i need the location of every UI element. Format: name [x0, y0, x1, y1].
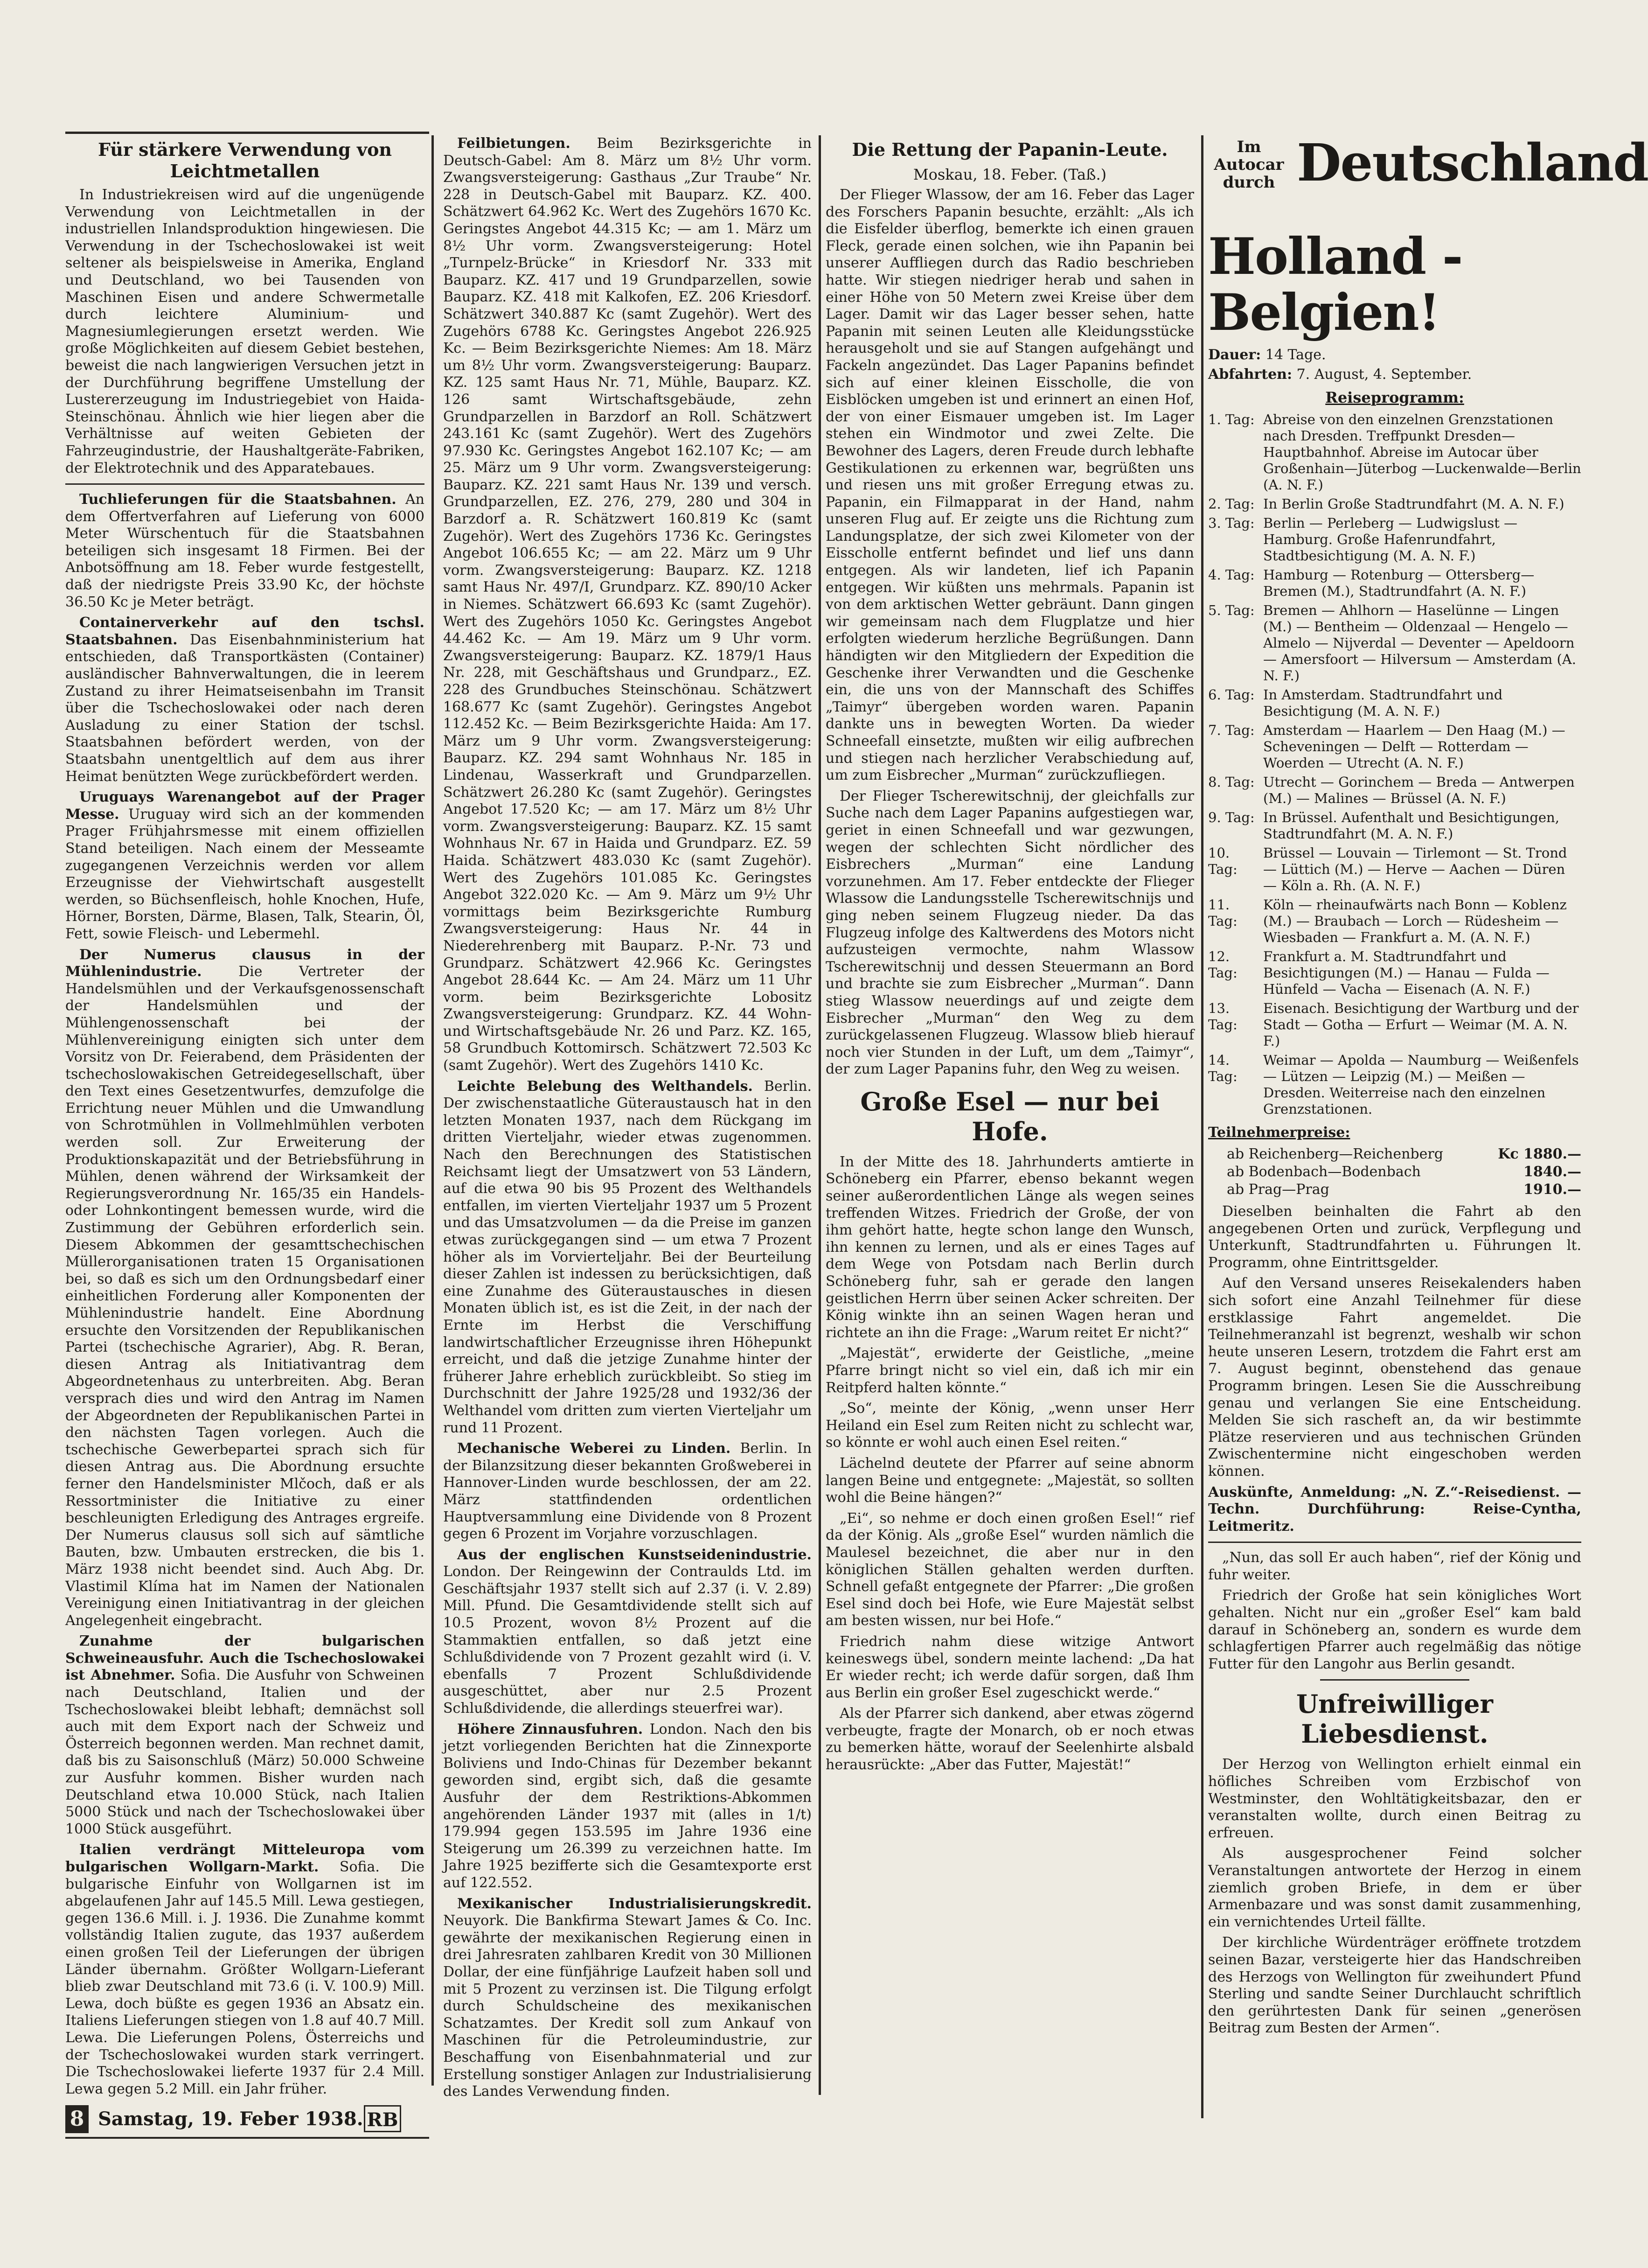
ad-departures [1208, 366, 1581, 384]
article-text [65, 614, 424, 785]
article-body: An dem Offertverfahren auf Lieferung von 6000 Meter Würschentuch für die Staatsbahnen beteiligen sich insgesamt 18 Firmen. Bei der Anbotsöffnung am 18. Feber wurde festgestellt, daß der niedrigste Preis 33.90 Kc, der höchste 36.50 Kc je Meter beträgt. [65, 491, 424, 610]
article-text [65, 789, 424, 942]
itinerary-day [1208, 602, 1581, 684]
article-text [65, 1842, 424, 2098]
itinerary-day-number: 14. Tag: [1208, 1052, 1238, 1084]
ad-duration-label: Dauer: [1208, 347, 1261, 363]
price-row [1208, 1145, 1581, 1163]
itinerary-day [1208, 515, 1581, 564]
article-text: „Ei“, so nehme er doch einen großen Esel!“ rief da der König. Als „große Esel“ wurden nämlich die Maulesel bezeichnet, die aber nur in den königlichen Ställen gehalten werden durften. Schnell gefaßt entgegnete der Pfarrer: „Die großen Esel sind doch bei Hofe, wie Eure Majestät selbst am besten wissen, nur bei Hofe.“ [826, 1510, 1194, 1629]
ad-program-heading: Reiseprogramm: [1325, 389, 1464, 406]
article-body: Das Eisenbahnministerium hat entschieden, daß Transportkästen (Container) ausländischer Bahnverwaltungen, die in leerem Zustand zu ihrer Heimatseisenbahn im Transit über die Tschechoslowakei oder nach deren Ausladung zu einer Station der tschsl. Staatsbahnen befördert werden, von der Staatsbahn unentgeltlich auf dem aus ihrer Heimat benützten Wege zurückbefördert werden. [65, 631, 424, 785]
ad-title-line-2: Holland - Belgien! [1208, 227, 1462, 342]
article-heading: Unfreiwilliger Liebesdienst. [1296, 1689, 1493, 1749]
article-body: Die Vertreter der Handelsmühlen und der Verkaufsgenossenschaft der Handelsmühlen und der Mühlengenossenschaft bei der Mühlenvereinigung einigten sich unter dem Vorsitz von Dr. Feierabend, dem Präsidenten der tschechoslowakischen Getreidegesellschaft, über den Text eines Gesetzentwurfes, demzufolge die Errichtung neuer Mühlen und die Umwandlung von Schrotmühlen in Vollmehlmühlen verboten werden soll. Zur Erweiterung der Produktionskapazität und der Betriebsführung in Mühlen, denen während der Wirksamkeit der Regierungsverordnung Nr. 165/35 ein Handels- oder Lohnkontingent bemessen wurde, wird die Zustimmung der Gebühren erforderlich sein. Diesem Abkommen der gesamttschechischen Müllerorganisationen traten 15 Organisationen bei, so daß es sich um den Ordnungsbedarf einer einheitlichen Forderung aller Komponenten der Mühlenindustrie handelt. Eine Abordnung ersuchte den Vorsitzenden der Republikanischen Partei (tschechische Agrarier), Abg. R. Beran, diesen Antrag als Initiativantrag dem Abgeordnetenhaus zu unterbreiten. Abg. Beran versprach dies und wird den Antrag im Namen der Abgeordneten der Republikanischen Partei in den nächsten Tagen vorlegen. Auch die tschechische Gewerbepartei sprach sich für diesen Antrag aus. Die Abordnung ersuchte ferner den Handelsminister Mlčoch, daß er als Ressortminister die Initiative zu einer beschleunigten Erledigung des Antrages ergreife. Der Numerus clausus soll sich auf sämtliche Bauten, bzw. Umbauten erstrecken, die bis 1. März 1938 nicht beendet sind. Auch Abg. Dr. Vlastimil Klíma hat im Namen der Nationalen Vereinigung einen Initiativantrag in der gleichen Angelegenheit eingebracht. [65, 963, 424, 1629]
itinerary-day-text: In Brüssel. Aufenthalt und Besichtigungen, Stadtrundfahrt (M. A. N. F.) [1263, 810, 1559, 842]
article-body: Berlin. In der Bilanzsitzung dieser bekannten Großweberei in Hannover-Linden wurde beschlossen, der am 22. März stattfindenden ordentlichen Hauptversammlung eine Dividende von 8 Prozent gegen 6 Prozent im Vorjahre vorzuschlagen. [443, 1440, 812, 1542]
itinerary-day-number: 6. Tag: [1208, 687, 1255, 703]
itinerary-day-text: In Amsterdam. Stadtrundfahrt und Besichtigung (M. A. N. F.) [1263, 687, 1503, 719]
itinerary-day-text: Köln — rheinaufwärts nach Bonn — Koblenz (M.) — Braubach — Lorch — Rüdesheim — Wiesbaden — Frankfurt a. M. (A. N. F.) [1263, 897, 1567, 945]
column-3 [826, 135, 1194, 2114]
price-value: Kc 1880.— [1498, 1146, 1581, 1162]
itinerary-day-text: Eisenach. Besichtigung der Wartburg und der Stadt — Gotha — Erfurt — Weimar (M. A. N. F.) [1263, 1000, 1579, 1049]
itinerary-day-number: 4. Tag: [1208, 567, 1255, 583]
article-text [443, 1078, 812, 1437]
itinerary-day-text: Amsterdam — Haarlem — Den Haag (M.) — Scheveningen — Delft — Rotterdam — Woerden — Utrecht (A. N. F.) [1263, 722, 1565, 771]
ad-departures-value: 7. August, 4. September. [1296, 366, 1472, 383]
itinerary-day-number: 12. Tag: [1208, 949, 1238, 981]
itinerary-day-text: Brüssel — Louvain — Tirlemont — St. Trond — Lüttich (M.) — Herve — Aachen — Düren — Köln a. Rh. (A. N. F.) [1263, 845, 1567, 893]
itinerary-day-number: 3. Tag: [1208, 515, 1255, 531]
ad-title-line-1: Deutschland [1297, 133, 1648, 193]
itinerary-day [1208, 1052, 1581, 1117]
itinerary-day-number: 2. Tag: [1208, 496, 1255, 512]
article-body: Neuyork. Die Bankfirma Stewart James & Co. Inc. gewährte der mexikanischen Regierung einen in drei Jahresraten zahlbaren Kredit von 30 Millionen Dollar, der eine fünfjährige Laufzeit haben soll und mit 5 Prozent zu verzinsen ist. Die Tilgung erfolgt durch Schuldscheine des mexikanischen Schatzamtes. Der Kredit soll zum Ankauf von Maschinen für die Petroleumindustrie, zur Beschaffung von Eisenbahnmaterial und zur Erstellung sonstiger Anlagen zur Industrialisierung des Landes Verwendung finden. [443, 1912, 812, 2100]
itinerary-day-text: Weimar — Apolda — Naumburg — Weißenfels — Lützen — Leipzig (M.) — Meißen — Dresden. Weiterreise nach den einzelnen Grenzstationen. [1263, 1052, 1579, 1117]
travel-ad-header [1208, 133, 1648, 229]
itinerary-day [1208, 722, 1581, 771]
article-text [65, 491, 424, 611]
itinerary-day-text: Berlin — Perleberg — Ludwigslust — Hamburg. Große Hafenrundfahrt, Stadtbesichtigung (M. A. N. F.) [1263, 515, 1518, 564]
page-footer [65, 2105, 431, 2133]
column-divider [1201, 135, 1203, 2118]
article-text: In Industriekreisen wird auf die ungenügende Verwendung von Leichtmetallen in der industriellen Inlandsproduktion hingewiesen. Die Verwendung in der Tschechoslowakei ist weit seltener als beispielsweise in Amerika, England und Deutschland, wo bei Tausenden von Maschinen Eisen und andere Schwermetalle durch leichtere Aluminium- und Magnesiumlegierungen ersetzt werden. Wie große Möglichkeiten auf diesem Gebiet bestehen, beweist die nach langwierigen Versuchen jetzt in der Durchführung begriffene Umstellung der Lustererzeugung im Industriegebiet von Haida-Steinschönau. Ähnlich wie hier liegen aber die Verhältnisse auf weiten Gebieten der Fahrzeugindustrie, der Haushaltgeräte-Fabriken, der Elektrotechnik und des Apparatebaues. [65, 187, 424, 476]
ad-kicker: Im Autocar durch [1214, 138, 1284, 192]
ad-departures-label: Abfahrten: [1208, 366, 1293, 383]
price-origin: ab Bodenbach—Bodenbach [1227, 1164, 1421, 1180]
article-text: Der kirchliche Würdenträger eröffnete trotzdem seinen Bazar, versteigerte hier das Handschreiben des Herzogs von Wellington für zweihundert Pfund Sterling und sandte Seiner Durchlaucht schriftlich den gerührtesten Dank für seinen „generösen Beitrag zum Besten der Armen“. [1208, 1934, 1581, 2037]
itinerary-day [1208, 845, 1581, 894]
ad-contact: Auskünfte, Anmeldung: „N. Z.“-Reisedienst. — Techn. Durchführung: Reise-Cyntha, Leitmeritz. [1208, 1484, 1581, 1535]
price-row [1208, 1181, 1581, 1199]
itinerary-day [1208, 496, 1581, 512]
ad-duration [1208, 346, 1581, 364]
top-rule [65, 132, 429, 134]
article-body: Uruguay wird sich an der kommenden Prager Frühjahrsmesse mit einem offiziellen Stand beteiligen. Nach einem der Messeamte zugegangenen Verzeichnis werden vor allem Erzeugnisse der Viehwirtschaft ausgestellt werden, so Büchsenfleisch, hohle Knochen, Hufe, Hörner, Borsten, Därme, Blasen, Talk, Stearin, Öl, Fett, sowie Fleisch- und Lebermehl. [65, 806, 424, 942]
article-heading: Mexikanischer Industrialisierungskredit. [457, 1895, 812, 1912]
article-heading: Für stärkere Verwendung von Leichtmetallen [97, 139, 392, 181]
article-heading: Italien verdrängt Mitteleuropa vom bulgarischen Wollgarn-Markt. [65, 1842, 424, 1875]
itinerary-day-number: 9. Tag: [1208, 810, 1255, 825]
itinerary-day [1208, 412, 1581, 493]
itinerary-day-number: 7. Tag: [1208, 722, 1255, 738]
price-origin: ab Prag—Prag [1227, 1181, 1329, 1198]
ad-duration-value: 14 Tage. [1265, 347, 1326, 363]
article-text [443, 1547, 812, 1717]
article-body: London. Der Reingewinn der Contraulds Ltd. im Geschäftsjahr 1937 stellt sich auf 2.37 (i. V. 2.89) Mill. Pfund. Die Gesamtdividende stellt sich auf 10.5 Prozent, wovon 8½ Prozent auf die Stammaktien entfallen, so daß jetzt eine Schlußdividende von 7 Prozent gezahlt wird (i. V. ebenfalls 7 Prozent Schlußdividende ausgeschüttet, aber nur 2.5 Prozent Schlußdividende, die allerdings steuerfrei war). [443, 1563, 812, 1717]
article-heading: Tuchlieferungen für die Staatsbahnen. [79, 491, 396, 508]
article-text: Als ausgesprochener Feind solcher Veranstaltungen antwortete der Herzog in einem ziemlich groben Briefe, in dem er über Armenbazare und was sonst damit zusammenhing, ein vernichtendes Urteil fällte. [1208, 1845, 1581, 1930]
article-text [443, 1440, 812, 1543]
article-heading: Leichte Belebung des Welthandels. [457, 1078, 753, 1095]
itinerary-day-text: Abreise von den einzelnen Grenzstationen nach Dresden. Treffpunkt Dresden—Hauptbahnhof. Abreise im Autocar über Großenhain—Jüterbog —Luckenwalde—Berlin (A. N. F.) [1263, 412, 1581, 493]
article-body: Beim Bezirksgerichte in Deutsch-Gabel: Am 8. März um 8½ Uhr vorm. Zwangsversteigerung: Gasthaus „Zur Traube“ Nr. 228 in Deutsch-Gabel mit Bauparz. KZ. 400. Schätzwert 64.962 Kc. Wert des Zugehörs 1670 Kc. Geringstes Angebot 44.315 Kc; — am 1. März um 8½ Uhr vorm. Zwangsversteigerung: Hotel „Turnpelz-Brücke“ in Kriesdorf Nr. 333 mit Bauparz. KZ. 417 und 19 Grundparzellen, sowie Bauparz. KZ. 418 mit Kalkofen, EZ. 206 Kriesdorf. Schätzwert 340.887 Kc (samt Zugehör). Wert des Zugehörs 6788 Kc. Geringstes Angebot 226.925 Kc. — Beim Bezirksgerichte Niemes: Am 18. März um 8½ Uhr vorm. Zwangsversteigerung: Bauparz. KZ. 125 samt Haus Nr. 71, Mühle, Bauparz. KZ. 126 samt Wirtschaftsgebäude, zehn Grundparzellen in Barzdorf an Roll. Schätzwert 243.161 Kc (samt Zugehör). Wert des Zugehörs 97.930 Kc. Geringstes Angebot 162.107 Kc; — am 25. März um 9 Uhr vorm. Zwangsversteigerung: Bauparz. KZ. 221 samt Haus Nr. 139 und versch. Grundparzellen, EZ. 276, 279, 280 und 304 in Barzdorf a. R. Schätzwert 160.819 Kc (samt Zugehör). Wert des Zugehörs 1736 Kc. Geringstes Angebot 106.655 Kc; — am 22. März um 9 Uhr vorm. Zwangsversteigerung: Bauparz. KZ. 1218 samt Haus Nr. 497/I, Grundparz. KZ. 890/10 Acker in Niemes. Schätzwert 66.693 Kc (samt Zugehör). Wert des Zugehörs 1050 Kc. Geringstes Angebot 44.462 Kc. — Am 19. März um 9 Uhr vorm. Zwangsversteigerung: Bauparz. KZ. 1879/1 Haus Nr. 228, mit Geschäftshaus und Grundparz., EZ. 228 des Grundbuches Steinschönau. Schätzwert 168.677 Kc (samt Zugehör). Geringstes Angebot 112.452 Kc. — Beim Bezirksgerichte Haida: Am 17. März um 9 Uhr vorm. Zwangsversteigerung: Bauparz. KZ. 294 samt Wohnhaus Nr. 185 in Lindenau, Wasserkraft und Grundparzellen. Schätzwert 26.280 Kc (samt Zugehör). Geringstes Angebot 17.520 Kc; — am 17. März um 8½ Uhr vorm. Zwangsversteigerung: Bauparz. KZ. 15 samt Wohnhaus Nr. 67 in Haida und Grundparz. EZ. 59 Haida. Schätzwert 483.030 Kc (samt Zugehör). Wert des Zugehörs 101.085 Kc. Geringstes Angebot 322.020 Kc. — Am 9. März um 9½ Uhr vormittags beim Bezirksgerichte Rumburg Zwangsversteigerung: Haus Nr. 44 in Niederehrenberg mit Bauparz. P.-Nr. 73 und Grundparz. Schätzwert 42.966 Kc. Geringstes Angebot 28.644 Kc. — Am 24. März um 11 Uhr vorm. beim Bezirksgerichte Lobositz Zwangsversteigerung: Grundparz. KZ. 44 Wohn- und Wirtschaftsgebäude Nr. 26 und Parz. KZ. 165, 58 Grundbuch Kottomirsch. Schätzwert 72.503 Kc (samt Zugehör). Wert des Zugehörs 1410 Kc. [443, 135, 812, 1074]
price-row [1208, 1163, 1581, 1181]
itinerary-day-text: Bremen — Ahlhorn — Haselünne — Lingen (M.) — Bentheim — Oldenzaal — Hengelo — Almelo — Nijverdal — Deventer — Apeldoorn — Amersfoort — Hilversum — Amsterdam (A. N. F.) [1263, 602, 1576, 684]
article-heading: Große Esel — nur bei Hofe. [860, 1086, 1160, 1146]
article-text [443, 1896, 812, 2101]
article-text: Lächelnd deutete der Pfarrer auf seine abnorm langen Beine und entgegnete: „Majestät, so sollten wohl die Beine hängen?“ [826, 1455, 1194, 1506]
article-text: Friedrich der Große hat sein königliches Wort gehalten. Nicht nur ein „großer Esel“ kam bald darauf in Schöneberg an, sondern es wurde dem schlagfertigen Pfarrer auch regelmäßig das nötige Futter für den Langohr aus Berlin gesandt. [1208, 1587, 1581, 1672]
price-value: 1910.— [1523, 1181, 1581, 1198]
article-heading: Die Rettung der Papanin-Leute. [852, 139, 1168, 160]
itinerary-day [1208, 949, 1581, 998]
itinerary-day-number: 1. Tag: [1208, 412, 1255, 427]
article-text: „Nun, das soll Er auch haben“, rief der König und fuhr weiter. [1208, 1549, 1581, 1583]
ad-text: Auf den Versand unseres Reisekalenders haben sich sofort eine Anzahl Teilnehmer für diese erstklassige Fahrt angemeldet. Die Teilnehmeranzahl ist begrenzt, weshalb wir schon heute unseren Lesern, trotzdem die Fahrt erst am 7. August beginnt, obenstehend das genaue Programm bringen. Lesen Sie die Ausschreibung genau und verlangen Sie eine Entscheidung. Melden Sie sich rascheft an, da wir bestimmte Plätze reservieren und aus technischen Gründen Zwischentermine nicht eingeschoben werden können. [1208, 1275, 1581, 1479]
itinerary-day-number: 13. Tag: [1208, 1000, 1238, 1033]
price-heading: Teilnehmerpreise: [1208, 1124, 1350, 1141]
article-body: Sofia. Die bulgarische Einfuhr von Wollgarnen ist im abgelaufenen Jahr auf 145.5 Mill. Lewa gestiegen, gegen 136.6 Mill. i. J. 1936. Die Zunahme kommt vollständig Italien zugute, das 1937 außerdem einen großen Teil der Lieferungen der übrigen Länder übernahm. Größter Wollgarn-Lieferant blieb zwar Deutschland mit 73.6 (i. V. 100.9) Mill. Lewa, doch büßte es gegen 1936 an Absatz ein. Italiens Lieferungen stiegen von 1.8 auf 40.7 Mill. Lewa. Die Lieferungen Polens, Österreichs und der Tschechoslowakei wurden stark verringert. Die Tschechoslowakei lieferte 1937 für 2.4 Mill. Lewa gegen 5.2 Mill. ein Jahr früher. [65, 1859, 424, 2097]
itinerary-day [1208, 897, 1581, 946]
article-text [65, 947, 424, 1630]
page-number: 8 [65, 2105, 89, 2133]
article-text: Der Herzog von Wellington erhielt einmal ein höfliches Schreiben vom Erzbischof von Westminster, den Wohltätigkeitsbazar, den er veranstalten wollte, durch einen Beitrag zu erfreuen. [1208, 1756, 1581, 1841]
price-list [1208, 1145, 1581, 1199]
ad-text: Dieselben beinhalten die Fahrt ab den angegebenen Orten und zurück, Verpflegung und Unterkunft, Stadtrundfahrten u. Führungen lt. Programm, ohne Eintrittsgelder. [1208, 1203, 1581, 1271]
column-divider [819, 135, 821, 2095]
column-divider [431, 135, 434, 2086]
itinerary-day-text: In Berlin Große Stadtrundfahrt (M. A. N. F.) [1263, 496, 1565, 512]
article-body: Berlin. Der zwischenstaatliche Güteraustausch hat in den letzten Monaten 1937, nach dem Rückgang im dritten Vierteljahr, wieder etwas zugenommen. Nach den Berechnungen des Statistischen Reichsamt liegt der Umsatzwert von 53 Ländern, auf die etwa 90 bis 95 Prozent des Welthandels entfallen, im vierten Vierteljahr 1937 um 5 Prozent und das Umsatzvolumen — da die Preise im ganzen etwas zurückgegangen sind — um etwa 7 Prozent höher als im Vorvierteljahr. Bei der Beurteilung dieser Zahlen ist indessen zu berücksichtigen, daß eine Zunahme des Güteraustausches in diesen Monaten üblich ist, es ist die Zeit, in der nach der Ernte im Herbst die Verschiffung landwirtschaftlicher Erzeugnisse ihren Höhepunkt erreicht, und daß die jetzige Zunahme hinter der früherer Jahre erheblich zurückbleibt. So stieg im Durchschnitt der Jahre 1925/28 und 1932/36 der Welthandel vom dritten zum vierten Vierteljahr um rund 11 Prozent. [443, 1078, 812, 1436]
article-text: Der Flieger Wlassow, der am 16. Feber das Lager des Forschers Papanin besuchte, erzählt: „Als ich die Eisfelder überflog, bemerkte ich einen grauen Fleck, gerade einen solchen, wie ihn Papanin bei unserer Auffliegen durch das Radio beschrieben hatte. Wir stiegen niedriger herab und sahen in einer Höhe von 50 Metern zwei Kreise über dem Lager. Damit wir das Lager besser sehen, hatte Papanin mit seinen Leuten alle Kleidungsstücke herausgeholt und sie auf Stangen aufgehängt und Fackeln angezündet. Das Lager Papanins befindet sich auf einer kleinen Eisscholle, die von Eisblöcken umgeben ist und erinnert an einen Hof, der von einer Eismauer umgeben ist. Im Lager stehen ein Windmotor und zwei Zelte. Die Bewohner des Lagers, deren Freude durch lebhafte Gestikulationen zu erkennen war, begrüßten uns und riesen uns mit großer Erregung etwas zu. Papanin, ein Filmapparat in der Hand, nahm unseren Flug auf. Er zeigte uns die Richtung zum Landungsplatze, der sich zwei Kilometer von der Eisscholle entfernt befindet und lief uns dann entgegen. Als wir landeten, lief ich Papanin entgegen. Wir küßten uns mehrmals. Papanin ist von dem arktischen Wetter gebräunt. Dann gingen wir gemeinsam nach dem Flugplatze und hier erfolgten wiederum herzliche Begrüßungen. Dann händigten wir den Mitgliedern der Expedition die Geschenke ihrer Verwandten und die Geschenke ein, die uns von der Mannschaft des Schiffes „Taimyr“ übergeben worden waren. Papanin dankte uns in bewegten Worten. Da wieder Schneefall einsetzte, mußten wir eilig aufbrechen und stiegen nach herzlicher Verabschiedung auf, um zum Eisbrecher „Murman“ zurückzufliegen. [826, 187, 1194, 784]
itinerary-day [1208, 567, 1581, 600]
itinerary-day-text: Frankfurt a. M. Stadtrundfahrt und Besichtigungen (M.) — Hanau — Fulda — Hünfeld — Vacha — Eisenach (A. N. F.) [1263, 949, 1550, 997]
column-1 [65, 135, 424, 2097]
itinerary-day-text: Utrecht — Gorinchem — Breda — Antwerpen (M.) — Malines — Brüssel (A. N. F.) [1263, 774, 1575, 806]
article-text [65, 1633, 424, 1838]
article-heading: Mechanische Weberei zu Linden. [457, 1440, 731, 1457]
article-heading: Höhere Zinnausfuhren. [457, 1721, 643, 1738]
column-2 [443, 135, 812, 2100]
dateline: Moskau, 18. Feber. (Taß.) [913, 166, 1107, 183]
article-heading: Zunahme der bulgarischen Schweineausfuhr. Auch die Tschechoslowakei ist Abnehmer. [65, 1633, 424, 1684]
article-text: „So“, meinte der König, „wenn unser Herr Heiland ein Esel zum Reiten nicht zu schlecht war, so könnte er wohl auch einen Esel reiten.“ [826, 1400, 1194, 1451]
price-origin: ab Reichenberg—Reichenberg [1227, 1146, 1443, 1162]
column-4 [1208, 133, 1648, 2151]
itinerary-day [1208, 774, 1581, 807]
article-text: In der Mitte des 18. Jahrhunderts amtierte in Schöneberg ein Pfarrer, ebenso bekannt wegen seiner außerordentlichen Länge als wegen seines treffenden Witzes. Friedrich der Große, der von ihm gehört hatte, hegte schon lange den Wunsch, ihn kennen zu lernen, und als er eines Tages auf dem Wege von Potsdam nach Berlin durch Schöneberg fuhr, sah er gerade den langen geistlichen Herrn über seinen Acker schreiten. Der König winkte ihn an seinen Wagen heran und richtete an ihn die Frage: „Warum reitet Er nicht?“ [826, 1153, 1194, 1341]
article-text: „Majestät“, erwiderte der Geistliche, „meine Pfarre bringt nicht so viel ein, daß ich mir ein Reitpferd halten könnte.“ [826, 1345, 1194, 1396]
issue-date: Samstag, 19. Feber 1938. [98, 2108, 363, 2130]
article-body: Sofia. Die Ausfuhr von Schweinen nach Deutschland, Italien und der Tschechoslowakei bleibt lebhaft; demnächst soll auch mit dem Export nach der Schweiz und Österreich begonnen werden. Man rechnet damit, daß bis zu Saisonschluß (März) 50.000 Schweine zur Ausfuhr kommen. Bisher wurden nach Deutschland etwa 10.000 Stück, nach Italien 5000 Stück und nach der Tschechoslowakei über 1000 Stück ausgeführt. [65, 1667, 424, 1837]
itinerary-day-number: 8. Tag: [1208, 774, 1255, 790]
article-heading: Containerverkehr auf den tschsl. Staatsbahnen. [65, 614, 424, 648]
itinerary-day [1208, 810, 1581, 842]
article-text [443, 135, 812, 1075]
article-text: Als der Pfarrer sich dankend, aber etwas zögernd verbeugte, fragte der Monarch, ob er noch etwas zu bemerken hätte, worauf der Seelenhirte alsbald herausrückte: „Aber das Futter, Majestät!“ [826, 1705, 1194, 1773]
itinerary-day [1208, 1000, 1581, 1049]
article-heading: Feilbietungen. [457, 135, 570, 152]
itinerary-day-number: 11. Tag: [1208, 897, 1238, 929]
article-separator [1320, 1679, 1469, 1681]
article-text: Friedrich nahm diese witzige Antwort keineswegs übel, sondern meinte lachend: „Da hat Er wieder recht; ich werde dafür sorgen, daß Ihm aus Berlin ein großer Esel zugeschickt werde.“ [826, 1633, 1194, 1701]
article-body: London. Nach den bis jetzt vorliegenden Berichten hat die Zinnexporte Boliviens und Indo-Chinas für Dezember bekannt geworden sind, ergibt sich, daß die gesamte Ausfuhr der dem Restriktions-Abkommen angehörenden Länder 1937 mit (alles in 1/t) 179.994 gegen 153.595 im Jahre 1936 eine Steigerung um 26.399 zu verzeichnen hatte. Im Jahre 1925 bezifferte sich die Gesamtexporte erst auf 122.552. [443, 1721, 812, 1891]
publisher-logo: RB [364, 2105, 401, 2132]
article-separator [1208, 1542, 1581, 1543]
itinerary-day-number: 5. Tag: [1208, 602, 1255, 618]
itinerary-list [1208, 412, 1581, 1117]
price-value: 1840.— [1523, 1164, 1581, 1180]
article-text: Der Flieger Tscherewitschnij, der gleichfalls zur Suche nach dem Lager Papanins aufgestiegen war, geriet in einen Schneefall und war gezwungen, wegen der schlechten Sicht nördlicher des Eisbrechers „Murman“ eine Landung vorzunehmen. Am 17. Feber entdeckte der Flieger Wlassow die Landungsstelle Tscherewitschnijs und ging neben seinem Flugzeug nieder. Da das Flugzeug infolge des Kaltwerdens des Motors nicht aufzusteigen vermochte, nahm Wlassow Tscherewitschnij und dessen Steuermann an Bord und brachte sie zum Eisbrecher „Murman“. Dann stieg Wlassow neuerdings auf und zeigte dem Eisbrecher „Murman“ den Weg zu dem zurückgelassenen Flugzeug. Wlassow blieb hierauf noch vier Stunden in der Luft, um dem „Taimyr“, der zum Lager Papanins fuhr, den Weg zu weisen. [826, 788, 1194, 1078]
itinerary-day-text: Hamburg — Rotenburg — Ottersberg—Bremen (M.), Stadtrundfahrt (A. N. F.) [1263, 567, 1535, 599]
article-separator [65, 483, 424, 485]
itinerary-day-number: 10. Tag: [1208, 845, 1238, 877]
itinerary-day [1208, 687, 1581, 719]
article-heading: Der Numerus clausus in der Mühlenindustrie. [65, 946, 424, 980]
article-text [443, 1721, 812, 1892]
bottom-rule [65, 2137, 429, 2139]
article-heading: Uruguays Warenangebot auf der Prager Messe. [65, 789, 424, 823]
article-heading: Aus der englischen Kunstseidenindustrie. [457, 1546, 812, 1563]
